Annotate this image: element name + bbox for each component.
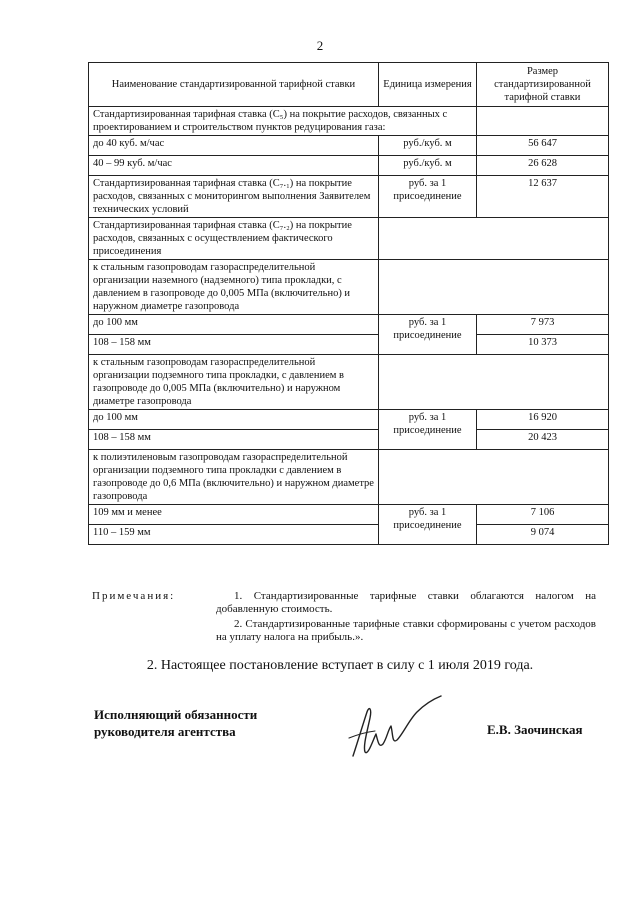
c72-row-value: 10 373 [477,335,609,355]
c5-row-unit: руб./куб. м [379,156,477,176]
c72-group-title: к стальным газопроводам газораспределительной организации подземного типа прокладки, с давлением в газопроводе до 0,005 МПа (включительно) и наружном диаметре газопровода [89,355,379,410]
c72-title: Стандартизированная тарифная ставка (С₇.₂) на покрытие расходов, связанных с осуществлением фактического присоединения [89,218,379,260]
table-row [89,260,609,315]
c72-row-value: 7 973 [477,315,609,335]
c72-group-title: к полиэтиленовым газопроводам газораспределительной организации подземного типа прокладки с давлением в газопроводе до 0,6 МПа (включительно) и наружном диаметре газопровода [89,450,379,505]
table-row [89,107,609,136]
header-unit: Единица измерения [379,63,477,107]
c72-row-label: 108 – 158 мм [89,430,379,450]
notes-list [216,590,596,646]
c5-row-label: до 40 куб. м/час [89,136,379,156]
handwritten-signature [345,694,445,764]
c72-row-label: 109 мм и менее [89,505,379,525]
c72-row-label: до 100 мм [89,410,379,430]
table-row [89,176,609,218]
c71-value: 12 637 [477,176,609,218]
signatory-title [94,706,257,740]
table-row [89,505,609,525]
c72-row-value: 7 106 [477,505,609,525]
c72-row-value: 20 423 [477,430,609,450]
c72-row-label: 110 – 159 мм [89,525,379,545]
c72-group-unit: руб. за 1 присоединение [379,410,477,450]
c5-row-value: 26 628 [477,156,609,176]
table-row [89,450,609,505]
table-row [89,335,609,355]
header-size: Размер стандартизированной тарифной ставки [477,63,609,107]
note-item: 2. Стандартизированные тарифные ставки сформированы с учетом расходов на уплату налога на прибыль.». [216,618,596,643]
table-row [89,355,609,410]
signatory-title-line: Исполняющий обязанности [94,707,258,722]
c72-row-value: 9 074 [477,525,609,545]
c72-group-title: к стальным газопроводам газораспределительной организации наземного (надземного) типа прокладки, с давлением в газопроводе до 0,005 МПа (включительно) и наружном диаметре газопровода [89,260,379,315]
tariff-table [88,62,609,545]
signatory-name: Е.В. Заочинская [487,722,583,737]
notes-label: Примечания: [92,590,176,602]
table-row [89,410,609,430]
note-item: 1. Стандартизированные тарифные ставки облагаются налогом на добавленную стоимость. [216,590,596,615]
table-row [89,430,609,450]
c5-row-label: 40 – 99 куб. м/час [89,156,379,176]
table-row [89,136,609,156]
c5-row-value: 56 647 [477,136,609,156]
c72-row-label: до 100 мм [89,315,379,335]
table-row [89,315,609,335]
c71-title: Стандартизированная тарифная ставка (С₇.₁) на покрытие расходов, связанных с мониторингом выполнения Заявителем технических условий [89,176,379,218]
table-row [89,525,609,545]
c72-group-unit: руб. за 1 присоединение [379,315,477,355]
c71-unit: руб. за 1 присоединение [379,176,477,218]
table-header-row [89,63,609,107]
effective-date-paragraph: 2. Настоящее постановление вступает в силу с 1 июля 2019 года. [146,658,534,673]
table-row [89,156,609,176]
c5-title: Стандартизированная тарифная ставка (С₅) на покрытие расходов, связанных с проектированием и строительством пунктов редуцирования газа: [89,107,477,136]
signatory-title-line: руководителя агентства [94,724,236,739]
c5-row-unit: руб./куб. м [379,136,477,156]
table-row [89,218,609,260]
c72-row-label: 108 – 158 мм [89,335,379,355]
c72-row-value: 16 920 [477,410,609,430]
page-number: 2 [316,38,324,53]
header-name: Наименование стандартизированной тарифной ставки [89,63,379,107]
c72-group-unit: руб. за 1 присоединение [379,505,477,545]
